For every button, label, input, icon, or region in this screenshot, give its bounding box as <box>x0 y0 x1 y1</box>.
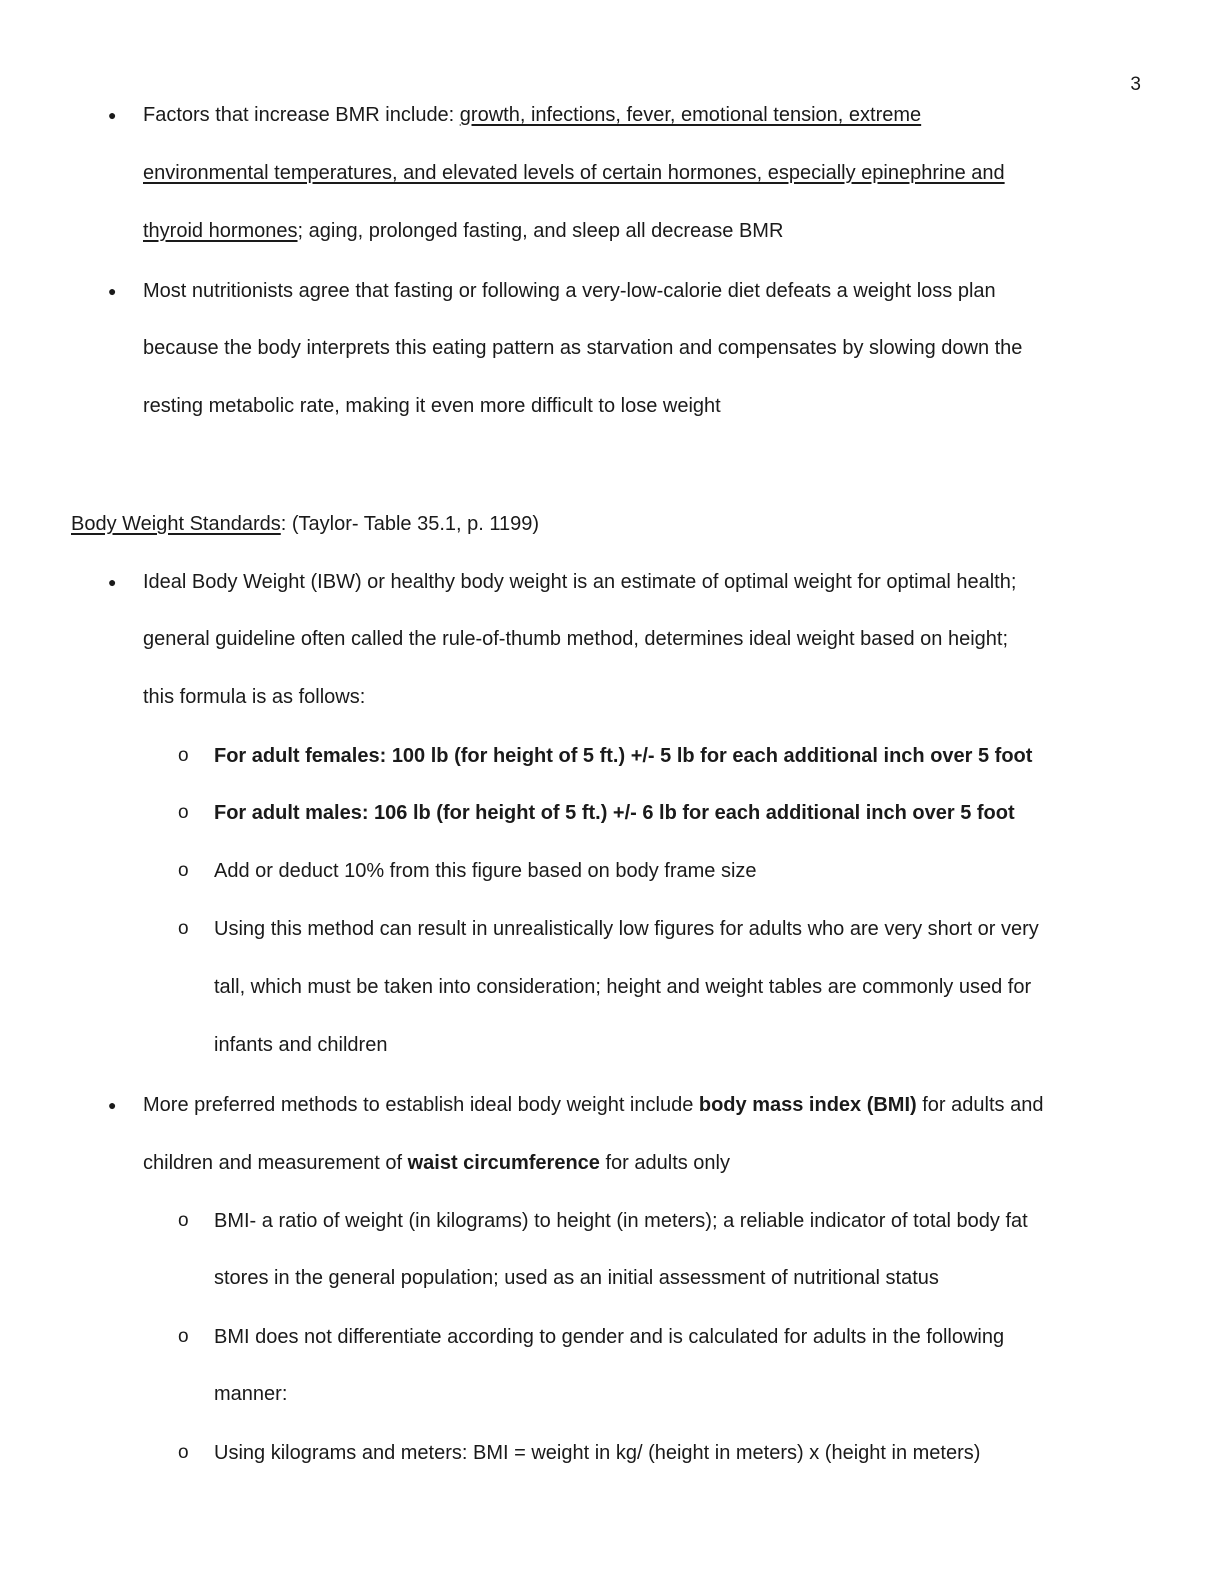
bullet-icon: ● <box>108 107 117 123</box>
preferred-methods-text: More preferred methods to establish ideal body weight include <box>143 1094 699 1116</box>
bmr-factors-line-2: environmental temperatures, and elevated levels of certain hormones, especially epinephrine and <box>143 162 1005 184</box>
preferred-methods-text: children and measurement of <box>143 1152 408 1174</box>
bmi-definition-line-1: BMI- a ratio of weight (in kilograms) to height (in meters); a reliable indicator of total body fat <box>214 1210 1028 1232</box>
bmi-formula: Using kilograms and meters: BMI = weight in kg/ (height in meters) x (height in meters) <box>214 1442 981 1464</box>
bmi-term: body mass index (BMI) <box>698 1094 917 1116</box>
bmr-factors-underlined-3: thyroid hormones <box>143 220 298 242</box>
sub-bullet-icon: o <box>178 1210 189 1231</box>
nutritionists-line-3: resting metabolic rate, making it even more difficult to lose weight <box>143 395 721 417</box>
bmr-factors-line-3 <box>143 217 783 245</box>
nutritionists-line-1: Most nutritionists agree that fasting or following a very-low-calorie diet defeats a weight loss plan <box>143 280 996 302</box>
ibw-caution-line-1: Using this method can result in unrealistically low figures for adults who are very short or very <box>214 918 1039 940</box>
ibw-line-1: Ideal Body Weight (IBW) or healthy body weight is an estimate of optimal weight for optimal health; <box>143 571 1017 593</box>
nutritionists-line-2: because the body interprets this eating pattern as starvation and compensates by slowing down the <box>143 337 1023 359</box>
waist-circumference-term: waist circumference <box>407 1152 600 1174</box>
sub-bullet-icon: o <box>178 1442 189 1463</box>
preferred-methods-text: for adults and <box>916 1094 1044 1116</box>
ibw-males-formula: For adult males: 106 lb (for height of 5 ft.) +/- 6 lb for each additional inch over 5 foot <box>214 802 1015 824</box>
sub-bullet-icon: o <box>178 1326 189 1347</box>
bullet-icon: ● <box>108 283 117 299</box>
bullet-icon: ● <box>108 574 117 590</box>
preferred-methods-line-1 <box>143 1091 1043 1119</box>
bmi-gender-line-1: BMI does not differentiate according to gender and is calculated for adults in the following <box>214 1326 1005 1348</box>
ibw-caution-line-2: tall, which must be taken into consideration; height and weight tables are commonly used for <box>214 976 1032 998</box>
section-heading-title: Body Weight Standards <box>71 513 281 535</box>
bmr-factors-prefix: Factors that increase BMR include: <box>143 104 460 126</box>
preferred-methods-line-2 <box>143 1149 730 1177</box>
bmr-factors-line-1 <box>143 101 921 129</box>
bmr-factors-underlined-1: growth, infections, fever, emotional tension, extreme <box>459 104 922 126</box>
section-heading-reference: : (Taylor- Table 35.1, p. 1199) <box>280 513 540 535</box>
sub-bullet-icon: o <box>178 860 189 881</box>
ibw-line-3: this formula is as follows: <box>143 686 366 708</box>
ibw-line-2: general guideline often called the rule-of-thumb method, determines ideal weight based on height; <box>143 628 1008 650</box>
sub-bullet-icon: o <box>178 802 189 823</box>
preferred-methods-text: for adults only <box>599 1152 730 1174</box>
bmi-definition-line-2: stores in the general population; used as an initial assessment of nutritional status <box>214 1267 939 1289</box>
ibw-caution-line-3: infants and children <box>214 1034 388 1056</box>
ibw-females-formula: For adult females: 100 lb (for height of 5 ft.) +/- 5 lb for each additional inch over 5 foot <box>214 745 1033 767</box>
bmr-factors-suffix: ; aging, prolonged fasting, and sleep all decrease BMR <box>297 220 784 242</box>
sub-bullet-icon: o <box>178 745 189 766</box>
section-heading <box>71 510 539 538</box>
bmi-gender-line-2: manner: <box>214 1383 288 1405</box>
sub-bullet-icon: o <box>178 918 189 939</box>
ibw-frame-adjustment: Add or deduct 10% from this figure based on body frame size <box>214 860 757 882</box>
page-number: 3 <box>1130 74 1141 95</box>
bullet-icon: ● <box>108 1097 117 1113</box>
